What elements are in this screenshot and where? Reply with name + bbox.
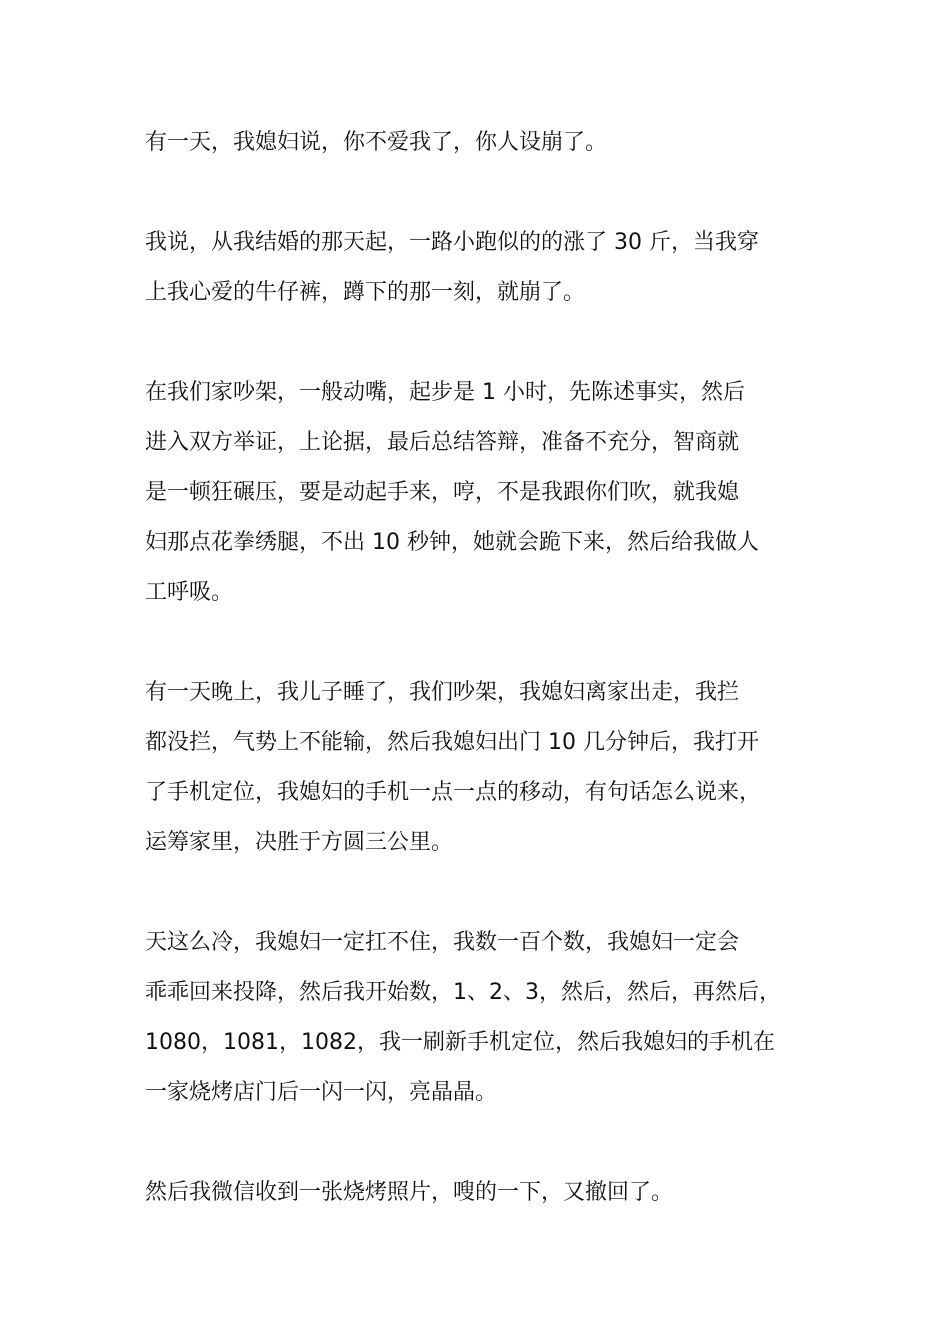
document-body <box>145 118 845 1268</box>
text-line: 有一天，我媳妇说，你不爱我了，你人设崩了。 <box>145 130 608 155</box>
text-line: 天这么冷，我媳妇一定扛不住，我数一百个数，我媳妇一定会 <box>145 930 740 955</box>
text-line: 乖乖回来投降，然后我开始数，1、2、3，然后，然后，再然后， <box>145 980 781 1005</box>
text-line: 进入双方举证，上论据，最后总结答辩，准备不充分，智商就 <box>145 430 740 455</box>
text-line: 了手机定位，我媳妇的手机一点一点的移动，有句话怎么说来， <box>145 780 762 805</box>
text-line: 1080，1081，1082，我一刷新手机定位，然后我媳妇的手机在 <box>145 1030 775 1055</box>
text-line: 运筹家里，决胜于方圆三公里。 <box>145 830 454 855</box>
text-line: 工呼吸。 <box>145 580 234 605</box>
paragraph <box>145 668 845 868</box>
paragraph <box>145 118 845 168</box>
text-line: 上我心爱的牛仔裤，蹲下的那一刻，就崩了。 <box>145 280 586 305</box>
paragraph <box>145 218 845 318</box>
paragraph <box>145 368 845 618</box>
text-line: 妇那点花拳绣腿，不出 10 秒钟，她就会跪下来，然后给我做人 <box>145 530 759 555</box>
text-line: 我说，从我结婚的那天起，一路小跑似的的涨了 30 斤，当我穿 <box>145 230 759 255</box>
text-line: 是一顿狂碾压，要是动起手来，哼，不是我跟你们吹，就我媳 <box>145 480 740 505</box>
paragraph <box>145 1168 845 1218</box>
text-line: 然后我微信收到一张烧烤照片，嗖的一下，又撤回了。 <box>145 1180 674 1205</box>
text-line: 有一天晚上，我儿子睡了，我们吵架，我媳妇离家出走，我拦 <box>145 680 740 705</box>
text-line: 在我们家吵架，一般动嘴，起步是 1 小时，先陈述事实，然后 <box>145 380 745 405</box>
paragraph <box>145 918 845 1118</box>
text-line: 都没拦，气势上不能输，然后我媳妇出门 10 几分钟后，我打开 <box>145 730 759 755</box>
text-line: 一家烧烤店门后一闪一闪，亮晶晶。 <box>145 1080 498 1105</box>
